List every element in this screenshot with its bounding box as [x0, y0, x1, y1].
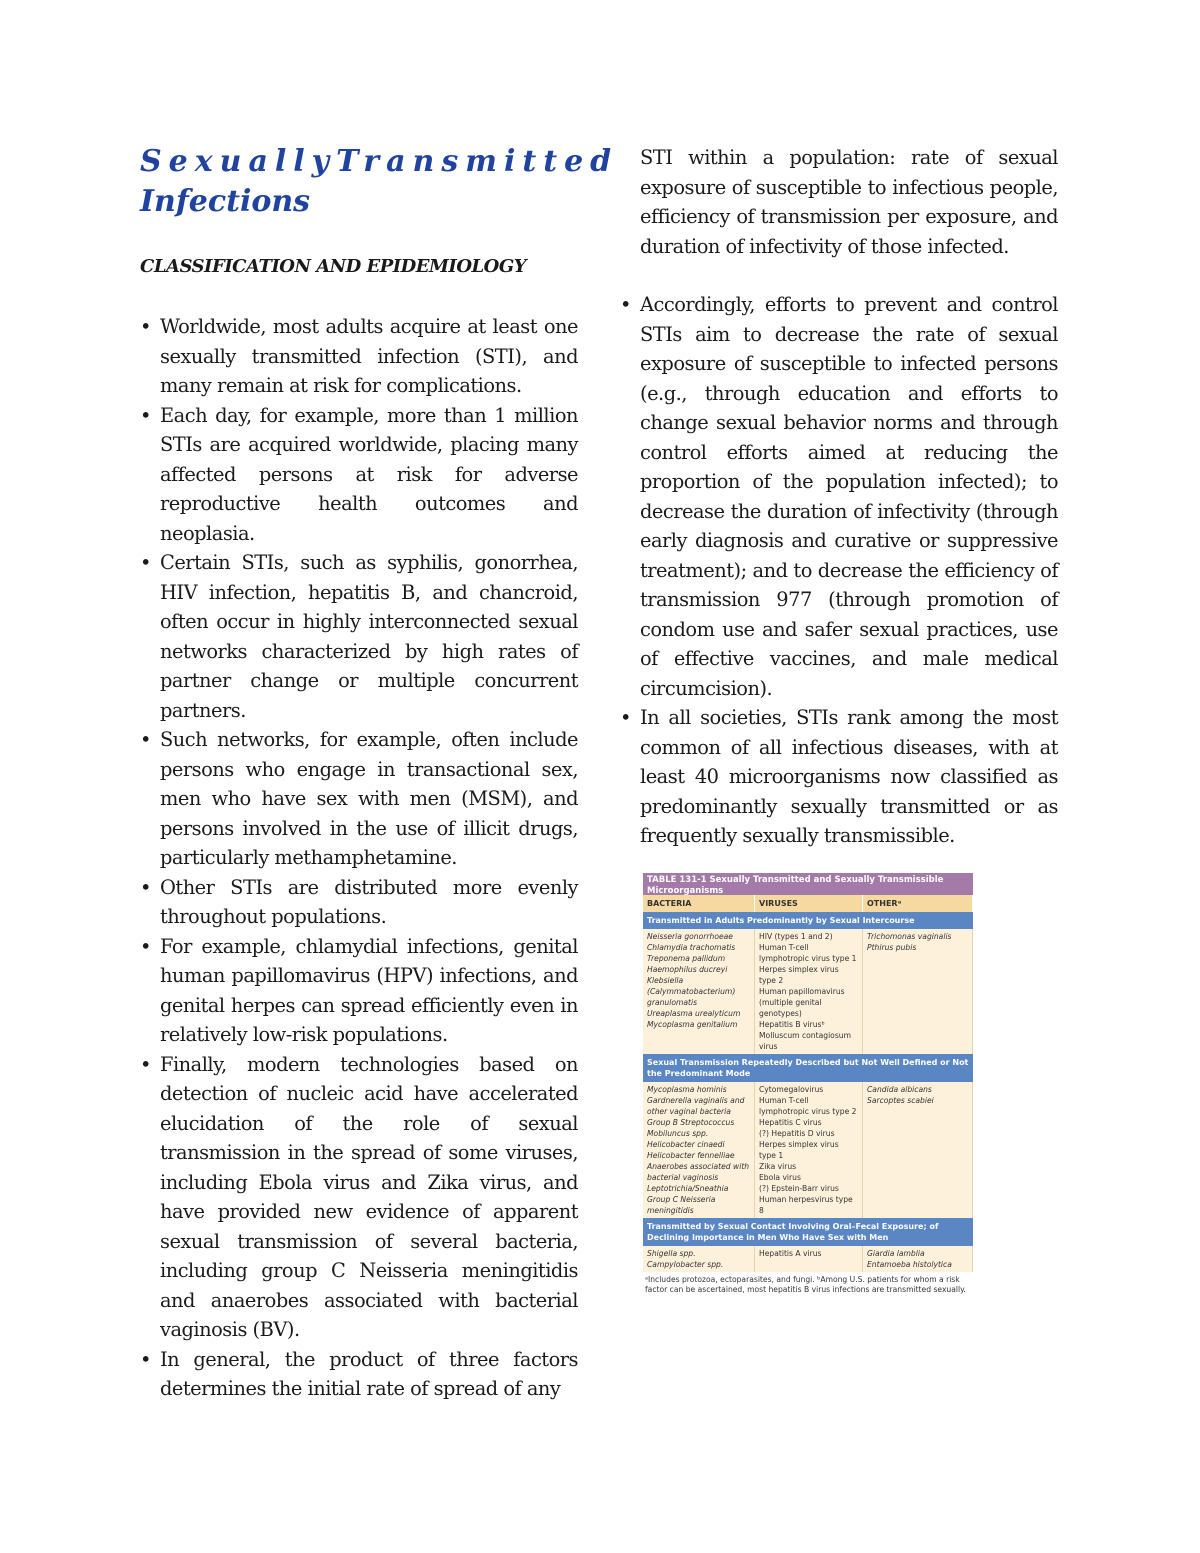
table-entry: Klebsiella (Calymmatobacterium) granulomatis: [647, 976, 736, 1007]
table-cell-viruses: [755, 1082, 863, 1218]
table-entry: Molluscum contagiosum virus: [759, 1031, 851, 1051]
title-word-3: Infections: [140, 184, 311, 219]
table-footnote: ᵃIncludes protozoa, ectoparasites, and fungi. ᵇAmong U.S. patients for whom a risk factor can be ascertained, most hepatitis B virus infections are transmitted sexually.: [645, 1275, 966, 1294]
table-entry: Ureaplasma urealyticum: [647, 1009, 741, 1018]
table-cell-bacteria: [643, 1246, 755, 1272]
table-entry: Ebola virus: [759, 1173, 801, 1182]
table-body: [643, 912, 973, 1272]
bullet-glyph: •: [620, 706, 631, 729]
table-entry: Helicobacter cinaedi: [647, 1140, 725, 1149]
table-entry: Human T-cell lymphotropic virus type 1: [759, 943, 857, 963]
table-entry: Treponema pallidum: [647, 954, 726, 963]
bullet-glyph: •: [140, 403, 151, 427]
table-entry: Neisseria gonorrhoeae: [647, 932, 733, 941]
bullet-item: • In general, the product of three factors determines the initial rate of spread of any: [140, 1345, 578, 1404]
table-entry: Sarcoptes scabiei: [867, 1096, 934, 1105]
table-cell-bacteria: [643, 1082, 755, 1218]
bullet-item: • Each day, for example, more than 1 million STIs are acquired worldwide, placing many affected persons at risk for adverse reproductive health outcomes and neoplasia.: [140, 401, 578, 549]
bullet-item: • Finally, modern technologies based on detection of nucleic acid have accelerated elucidation of the role of sexual transmission in the spread of some viruses, including Ebola virus and Zika virus, and have provided new evidence of apparent sexual transmission of several bacteria, including group C Neisseria meningitidis and anaerobes associated with bacterial vaginosis (BV).: [140, 1050, 578, 1345]
bullet-item: • For example, chlamydial infections, genital human papillomavirus (HPV) infections, and genital herpes can spread efficiently even in relatively low-risk populations.: [140, 932, 578, 1050]
table-entry: Hepatitis B virusᵇ: [759, 1020, 825, 1029]
bullet-item: • In all societies, STIs rank among the most common of all infectious diseases, with at least 40 microorganisms now classified as predominantly sexually transmitted or as frequently sexually transmissible.: [620, 703, 1058, 851]
table-entry: Shigella spp.: [647, 1249, 696, 1258]
table-entry: Mycoplasma genitalium: [647, 1020, 738, 1029]
bullet-glyph: •: [140, 728, 151, 751]
table-entry: Mobiluncus spp.: [647, 1129, 709, 1138]
table-section-heading: Sexual Transmission Repeatedly Described but Not Well Defined or Not the Predominant Mode: [643, 1054, 973, 1082]
bullet-glyph: •: [140, 551, 151, 574]
table-entry: (?) Hepatitis D virus: [759, 1129, 835, 1138]
table-entry: Human papillomavirus (multiple genital genotypes): [759, 987, 845, 1018]
table-entry: Human T-cell lymphotropic virus type 2: [759, 1096, 857, 1116]
table-entry: Leptotrichia/Sneathia: [647, 1184, 729, 1193]
microorganism-table-figure: [643, 873, 973, 1298]
table-entry: Helicobacter fennelliae: [647, 1151, 735, 1160]
column-header-viruses: VIRUSES: [755, 895, 863, 912]
bullet-glyph: •: [620, 293, 631, 316]
table-row: [643, 1246, 973, 1272]
table-entry: Pthirus pubis: [867, 943, 917, 952]
bullet-item: • Certain STIs, such as syphilis, gonorrhea, HIV infection, hepatitis B, and chancroid, often occur in highly interconnected sexual networks characterized by high rates of partner change or multiple concurrent partners.: [140, 548, 578, 725]
title-word-1: Sexually: [140, 144, 337, 179]
table-entry: Entamoeba histolytica: [867, 1260, 952, 1269]
table-entry: Human herpesvirus type 8: [759, 1195, 853, 1215]
section-heading: CLASSIFICATION AND EPIDEMIOLOGY: [140, 256, 527, 277]
table-entry: Herpes simplex virus type 1: [759, 1140, 839, 1160]
table-entry: Candida albicans: [867, 1085, 932, 1094]
table-entry: Herpes simplex virus type 2: [759, 965, 839, 985]
table-entry: Group B Streptococcus: [647, 1118, 735, 1127]
bullet-item: • Such networks, for example, often include persons who engage in transactional sex, men who have sex with men (MSM), and persons involved in the use of illicit drugs, particularly methamphetamine.: [140, 725, 578, 873]
bullet-item: • Other STIs are distributed more evenly throughout populations.: [140, 873, 578, 932]
table-cell-viruses: [755, 929, 863, 1054]
table-cell-other: [863, 1082, 973, 1218]
table-cell-other: [863, 929, 973, 1054]
table-header-row: [643, 895, 973, 912]
column-header-other: OTHERᵃ: [863, 895, 973, 912]
table-title: TABLE 131-1 Sexually Transmitted and Sexually Transmissible Microorganisms: [643, 873, 973, 895]
table-entry: Campylobacter spp.: [647, 1260, 724, 1269]
column-header-bacteria: BACTERIA: [643, 895, 755, 912]
bullet-item: • Worldwide, most adults acquire at least one sexually transmitted infection (STI), and many remain at risk for complications.: [140, 312, 578, 401]
table-section-heading: Transmitted in Adults Predominantly by Sexual Intercourse: [643, 912, 973, 929]
bullet-glyph: •: [140, 1052, 151, 1076]
table-entry: Gardnerella vaginalis and other vaginal bacteria: [647, 1096, 745, 1116]
table-section-heading: Transmitted by Sexual Contact Involving Oral–Fecal Exposure; of Declining Importance in Men Who Have Sex with Men: [643, 1218, 973, 1246]
table-entry: Chlamydia trachomatis: [647, 943, 736, 952]
bullet-glyph: •: [140, 875, 151, 899]
table-entry: Trichomonas vaginalis: [867, 932, 952, 941]
right-continuation-text: STI within a population: rate of sexual exposure of susceptible to infectious people, efficiency of transmission per exposure, and duration of infectivity of those infected.: [640, 146, 1058, 258]
document-title: [140, 142, 619, 222]
table-cell-bacteria: [643, 929, 755, 1054]
table-cell-other: [863, 1246, 973, 1272]
table-entry: Giardia lamblia: [867, 1249, 925, 1258]
table-entry: Hepatitis C virus: [759, 1118, 822, 1127]
table-entry: Cytomegalovirus: [759, 1085, 824, 1094]
table-entry: HIV (types 1 and 2): [759, 932, 833, 941]
title-word-2: Transmitted: [336, 144, 619, 179]
table-row: [643, 1082, 973, 1218]
table-entry: (?) Epstein-Barr virus: [759, 1184, 839, 1193]
table-entry: Anaerobes associated with bacterial vaginosis: [647, 1162, 750, 1182]
right-bullet-list: [620, 290, 1058, 851]
bullet-glyph: •: [140, 315, 151, 338]
table-entry: Zika virus: [759, 1162, 797, 1171]
table-entry: Haemophilus ducreyi: [647, 965, 728, 974]
bullet-glyph: •: [140, 1347, 151, 1371]
table-row: [643, 929, 973, 1054]
table-entry: Mycoplasma hominis: [647, 1085, 727, 1094]
table-cell-viruses: [755, 1246, 863, 1272]
bullet-item: • Accordingly, efforts to prevent and control STIs aim to decrease the rate of sexual exposure of susceptible to infected persons (e.g., through education and efforts to change sexual behavior norms and through control efforts aimed at reducing the proportion of the population infected); to decrease the duration of infectivity (through early diagnosis and curative or suppressive treatment); and to decrease the efficiency of transmission 977 (through promotion of condom use and safer sexual practices, use of effective vaccines, and male medical circumcision).: [620, 290, 1058, 703]
table-entry: Hepatitis A virus: [759, 1249, 822, 1258]
bullet-glyph: •: [140, 934, 151, 958]
table-entry: Group C Neisseria meningitidis: [647, 1195, 716, 1215]
left-bullet-list: [140, 312, 578, 1404]
